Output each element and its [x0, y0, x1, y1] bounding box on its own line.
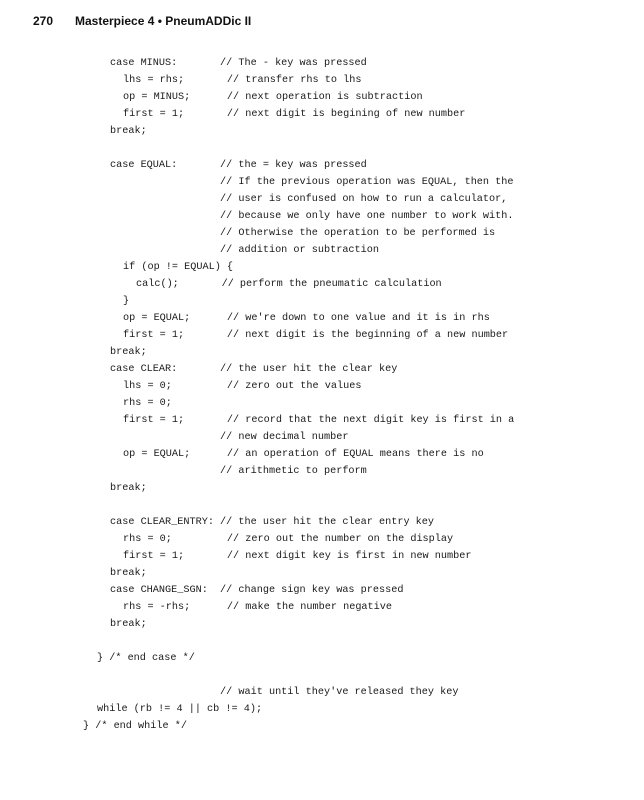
- running-title: Masterpiece 4 • PneumADDic II: [75, 14, 252, 28]
- page-header: [33, 14, 251, 32]
- code-line: case CHANGE_SGN: // change sign key was pressed: [110, 585, 404, 596]
- code-line: break;: [110, 347, 147, 358]
- code-line: // wait until they've released they key: [110, 687, 459, 698]
- code-line: first = 1; // next digit is begining of new number: [123, 109, 466, 120]
- code-line: rhs = 0; // zero out the number on the display: [123, 534, 454, 545]
- code-line: rhs = -rhs; // make the number negative: [123, 602, 392, 613]
- code-line: }: [123, 296, 130, 307]
- code-line: break;: [110, 126, 147, 137]
- code-line: op = EQUAL; // we're down to one value and it is in rhs: [123, 313, 490, 324]
- code-line: case CLEAR: // the user hit the clear key: [110, 364, 398, 375]
- code-line: op = EQUAL; // an operation of EQUAL means there is no: [123, 449, 484, 460]
- code-line: // user is confused on how to run a calculator,: [110, 194, 508, 205]
- code-line: // new decimal number: [110, 432, 349, 443]
- code-line: lhs = 0; // zero out the values: [123, 381, 362, 392]
- code-line: // addition or subtraction: [110, 245, 379, 256]
- code-line: first = 1; // next digit key is first in new number: [123, 551, 472, 562]
- code-line: break;: [110, 568, 147, 579]
- code-line: while (rb != 4 || cb != 4);: [97, 704, 263, 715]
- code-line: } /* end while */: [83, 721, 187, 732]
- code-line: // Otherwise the operation to be performed is: [110, 228, 496, 239]
- code-line: calc(); // perform the pneumatic calculation: [136, 279, 442, 290]
- code-line: op = MINUS; // next operation is subtraction: [123, 92, 423, 103]
- code-line: } /* end case */: [97, 653, 195, 664]
- code-line: // because we only have one number to work with.: [110, 211, 514, 222]
- code-line: first = 1; // record that the next digit key is first in a: [123, 415, 515, 426]
- code-line: break;: [110, 483, 147, 494]
- code-line: first = 1; // next digit is the beginning of a new number: [123, 330, 509, 341]
- page-number: 270: [33, 14, 54, 28]
- code-line: case MINUS: // The - key was pressed: [110, 58, 367, 69]
- code-line: break;: [110, 619, 147, 630]
- code-line: if (op != EQUAL) {: [123, 262, 234, 273]
- code-line: case CLEAR_ENTRY: // the user hit the clear entry key: [110, 517, 435, 528]
- code-line: lhs = rhs; // transfer rhs to lhs: [123, 75, 362, 86]
- code-line: // arithmetic to perform: [110, 466, 367, 477]
- code-line: case EQUAL: // the = key was pressed: [110, 160, 367, 171]
- code-line: // If the previous operation was EQUAL, then the: [110, 177, 514, 188]
- code-line: rhs = 0;: [123, 398, 172, 409]
